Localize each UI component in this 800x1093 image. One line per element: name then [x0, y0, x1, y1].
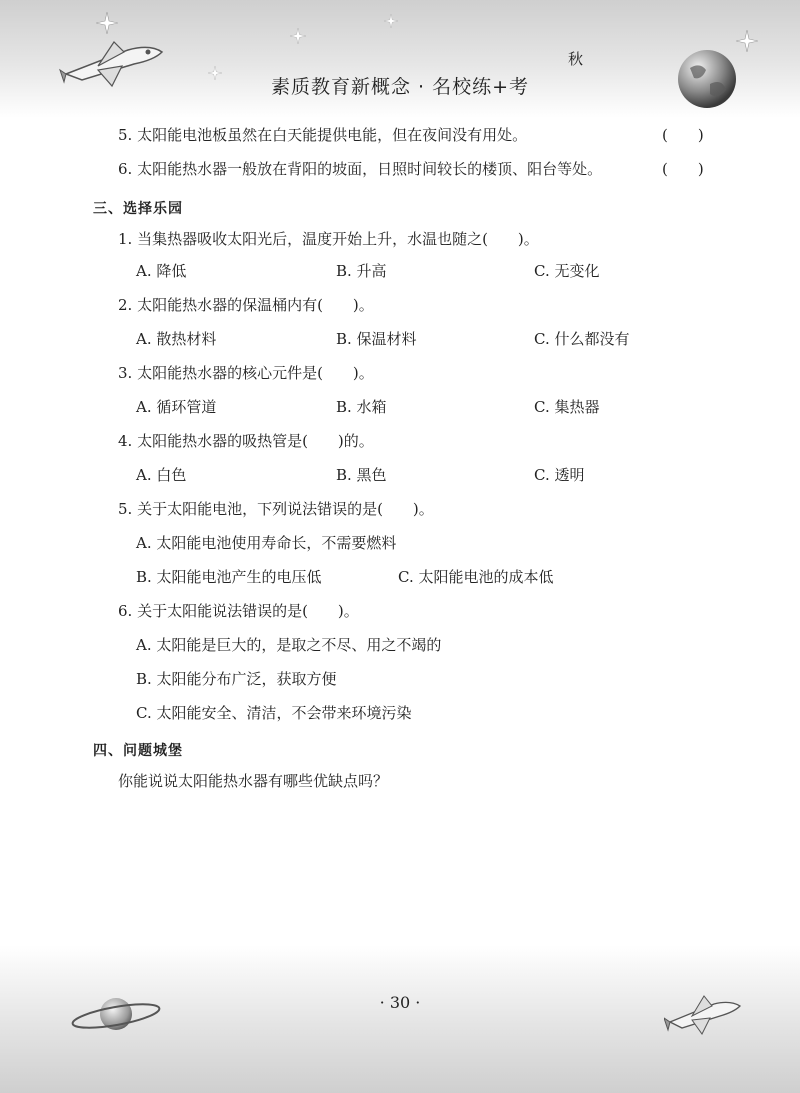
season-label: 秋	[568, 50, 584, 68]
question-stem: 4. 太阳能热水器的吸热管是( )的。	[118, 432, 374, 450]
sparkle-icon	[384, 14, 398, 28]
judge-item-6: 6. 太阳能热水器一般放在背阳的坡面，日照时间较长的楼顶、阳台等处。	[118, 160, 603, 178]
question-stem: 2. 太阳能热水器的保温桶内有( )。	[118, 296, 374, 314]
question-stem: 6. 关于太阳能说法错误的是( )。	[118, 602, 359, 620]
section-title-question: 四、问题城堡	[93, 743, 183, 759]
question-stem: 3. 太阳能热水器的核心元件是( )。	[118, 364, 374, 382]
sparkle-icon	[736, 30, 758, 52]
option-b[interactable]: B. 太阳能电池产生的电压低	[136, 568, 322, 586]
open-question: 你能说说太阳能热水器有哪些优缺点吗？	[118, 772, 389, 790]
option-b[interactable]: B. 升高	[336, 262, 387, 280]
sparkle-icon	[96, 12, 118, 34]
option-c[interactable]: C. 无变化	[534, 262, 600, 280]
option-a[interactable]: A. 太阳能是巨大的，是取之不尽、用之不竭的	[136, 636, 442, 654]
option-b[interactable]: B. 水箱	[336, 398, 387, 416]
sparkle-icon	[290, 28, 306, 44]
page-number: · 30 ·	[379, 993, 421, 1012]
option-a[interactable]: A. 太阳能电池使用寿命长，不需要燃料	[136, 534, 397, 552]
answer-paren[interactable]: ( )	[662, 160, 704, 178]
question-stem: 5. 关于太阳能电池，下列说法错误的是( )。	[118, 500, 434, 518]
option-a[interactable]: A. 散热材料	[136, 330, 217, 348]
judge-item-5: 5. 太阳能电池板虽然在白天能提供电能，但在夜间没有用处。	[118, 126, 528, 144]
option-a[interactable]: A. 白色	[136, 466, 187, 484]
option-c[interactable]: C. 透明	[534, 466, 585, 484]
option-a[interactable]: A. 循环管道	[136, 398, 217, 416]
option-b[interactable]: B. 保温材料	[336, 330, 417, 348]
header-title: 素质教育新概念 · 名校练+考	[270, 76, 530, 98]
section-title-choice: 三、选择乐园	[93, 201, 183, 217]
option-c[interactable]: C. 太阳能安全、清洁，不会带来环境污染	[136, 704, 412, 722]
answer-paren[interactable]: ( )	[662, 126, 704, 144]
option-a[interactable]: A. 降低	[136, 262, 187, 280]
question-stem: 1. 当集热器吸收太阳光后，温度开始上升，水温也随之( )。	[118, 230, 539, 248]
option-b[interactable]: B. 太阳能分布广泛，获取方便	[136, 670, 337, 688]
option-b[interactable]: B. 黑色	[336, 466, 387, 484]
option-c[interactable]: C. 什么都没有	[534, 330, 630, 348]
option-c[interactable]: C. 太阳能电池的成本低	[398, 568, 554, 586]
option-c[interactable]: C. 集热器	[534, 398, 600, 416]
